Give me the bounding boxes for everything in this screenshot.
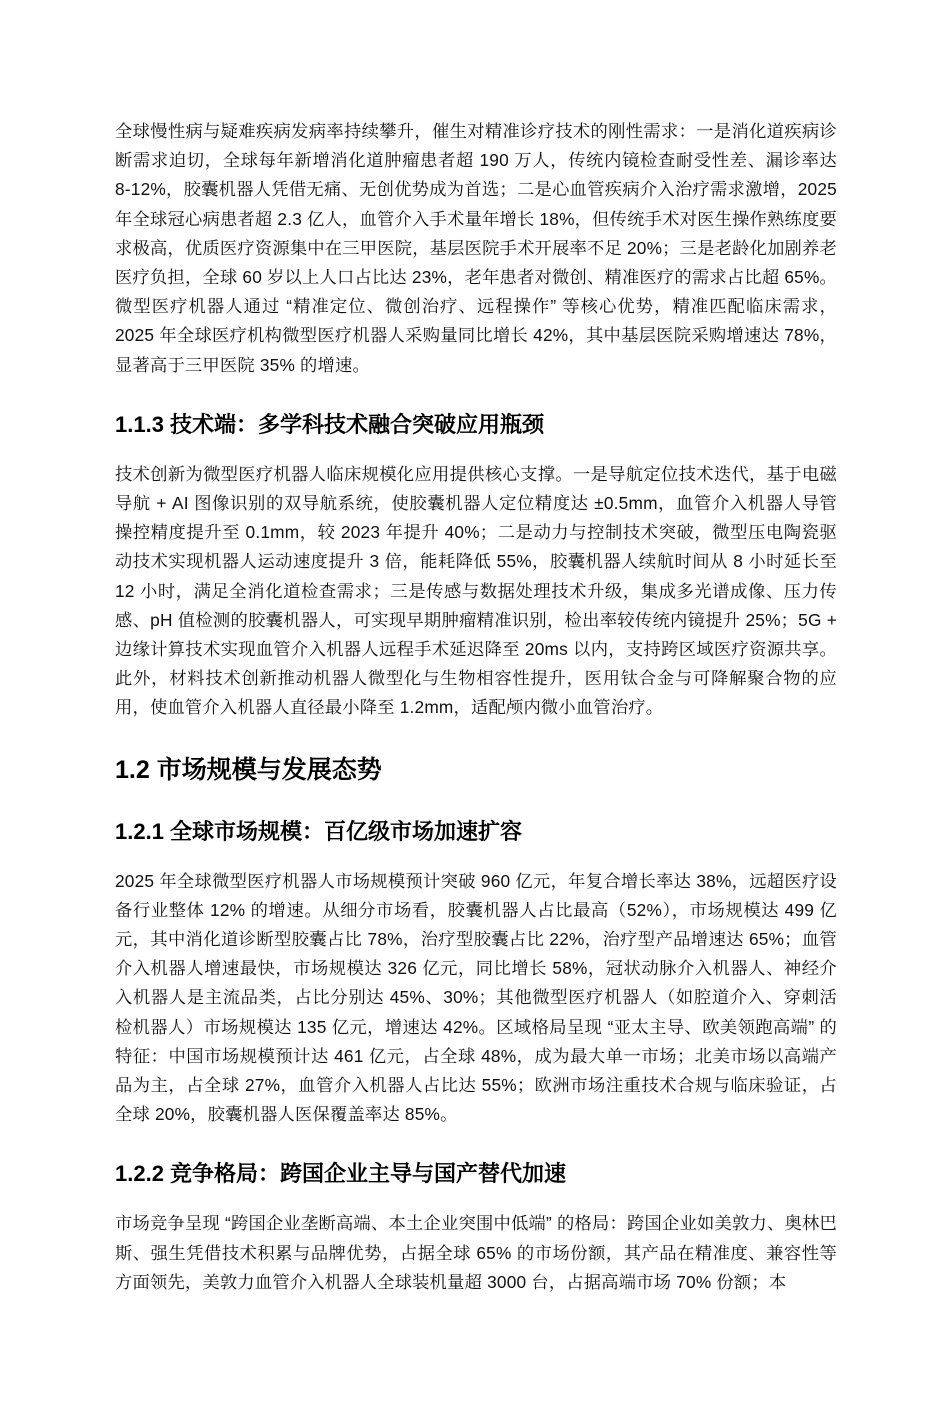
paragraph-technology-innovation: 技术创新为微型医疗机器人临床规模化应用提供核心支撑。一是导航定位技术迭代，基于电磁导航 + AI 图像识别的双导航系统，使胶囊机器人定位精度达 ±0.5mm，血管介入机器人导管操控精度提升至 0.1mm，较 2023 年提升 40%；二是动力与控制技术突破，微型压电陶瓷驱动技术实现机器人运动速度提升 3 倍，能耗降低 55%，胶囊机器人续航时间从 8 小时延长至 12 小时，满足全消化道检查需求；三是传感与数据处理技术升级，集成多光谱成像、压力传感、pH 值检测的胶囊机器人，可实现早期肿瘤精准识别，检出率较传统内镜提升 25%；5G + 边缘计算技术实现血管介入机器人远程手术延迟降至 20ms 以内，支持跨区域医疗资源共享。此外，材料技术创新推动机器人微型化与生物相容性提升，医用钛合金与可降解聚合物的应用，使血管介入机器人直径最小降至 1.2mm，适配颅内微小血管治疗。 [115, 463, 837, 718]
heading-1-2-2-competition: 1.2.2 竞争格局：跨国企业主导与国产替代加速 [115, 1161, 567, 1187]
heading-1-1-3-technology: 1.1.3 技术端：多学科技术融合突破应用瓶颈 [115, 411, 545, 437]
paragraph-competitive-landscape: 市场竞争呈现 “跨国企业垄断高端、本土企业突围中低端” 的格局：跨国企业如美敦力、奥林巴斯、强生凭借技术积累与品牌优势，占据全球 65% 的市场份额，其产品在精准度、兼容性等方面领先，美敦力血管介入机器人全球装机量超 3000 台，占据高端市场 70% 份额；本 [115, 1213, 837, 1292]
heading-1-2-1-global-market: 1.2.1 全球市场规模：百亿级市场加速扩容 [115, 818, 523, 844]
paragraph-clinical-demand: 全球慢性病与疑难疾病发病率持续攀升，催生对精准诊疗技术的刚性需求：一是消化道疾病诊断需求迫切，全球每年新增消化道肿瘤患者超 190 万人，传统内镜检查耐受性差、漏诊率达 8-12%，胶囊机器人凭借无痛、无创优势成为首选；二是心血管疾病介入治疗需求激增，2025 年全球冠心病患者超 2.3 亿人，血管介入手术量年增长 18%，但传统手术对医生操作熟练度要求极高，优质医疗资源集中在三甲医院，基层医院手术开展率不足 20%；三是老龄化加剧养老医疗负担，全球 60 岁以上人口占比达 23%，老年患者对微创、精准医疗的需求占比超 65%。微型医疗机器人通过 “精准定位、微创治疗、远程操作” 等核心优势，精准匹配临床需求，2025 年全球医疗机构微型医疗机器人采购量同比增长 42%，其中基层医院采购增速达 78%，显著高于三甲医院 35% 的增速。 [115, 121, 837, 375]
paragraph-global-market-size: 2025 年全球微型医疗机器人市场规模预计突破 960 亿元，年复合增长率达 38%，远超医疗设备行业整体 12% 的增速。从细分市场看，胶囊机器人占比最高（52%），市场规模达 499 亿元，其中消化道诊断型胶囊占比 78%，治疗型胶囊占比 22%，治疗型产品增速达 65%；血管介入机器人增速最快，市场规模达 326 亿元，同比增长 58%，冠状动脉介入机器人、神经介入机器人是主流品类，占比分别达 45%、30%；其他微型医疗机器人（如腔道介入、穿刺活检机器人）市场规模达 135 亿元，增速达 42%。区域格局呈现 “亚太主导、欧美领跑高端” 的特征：中国市场规模预计达 461 亿元，占全球 48%，成为最大单一市场；北美市场以高端产品为主，占全球 27%，血管介入机器人占比达 55%；欧洲市场注重技术合规与临床验证，占全球 20%，胶囊机器人医保覆盖率达 85%。 [115, 870, 837, 1125]
heading-1-2-market-overview: 1.2 市场规模与发展态势 [115, 755, 382, 784]
